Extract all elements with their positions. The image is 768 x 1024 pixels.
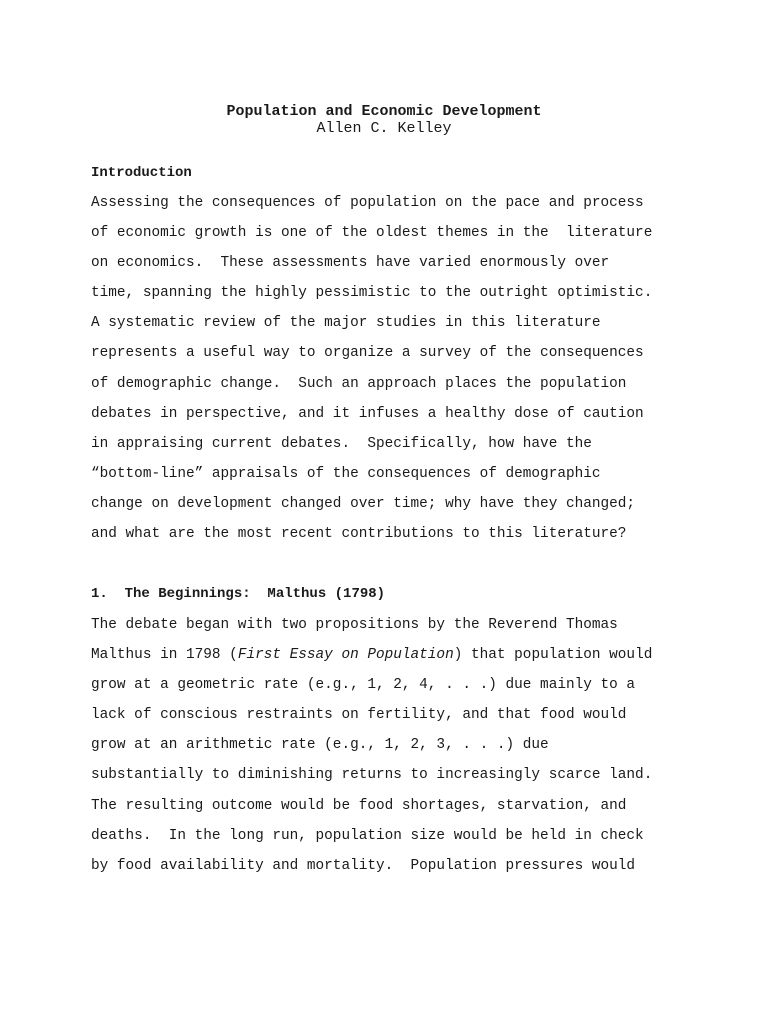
paragraph-line: The debate began with two propositions by the Reverend Thomas (91, 617, 618, 633)
line-text: Malthus in 1798 ( (91, 647, 238, 664)
paragraph-line: grow at a geometric rate (e.g., 1, 2, 4, . . .) due mainly to a (91, 677, 636, 694)
section-1-heading: 1. The Beginnings: Malthus (1798) (91, 586, 386, 602)
section-1-paragraph (91, 610, 731, 881)
paragraph-line: Assessing the consequences of population on the pace and process (91, 195, 644, 211)
paragraph-line: by food availability and mortality. Population pressures would (91, 857, 636, 874)
paragraph-line: A systematic review of the major studies in this literature (91, 315, 601, 332)
paragraph-line: debates in perspective, and it infuses a healthy dose of caution (91, 405, 644, 422)
paragraph-line: lack of conscious restraints on fertility, and that food would (91, 707, 627, 724)
intro-paragraph (91, 188, 731, 549)
paragraph-line: deaths. In the long run, population size would be held in check (91, 827, 644, 844)
paragraph-line: of economic growth is one of the oldest themes in the literature (91, 225, 653, 242)
document-title: Population and Economic Development (226, 103, 542, 120)
intro-heading: Introduction (91, 165, 192, 181)
paragraph-line: in appraising current debates. Specifically, how have the (91, 435, 592, 452)
paragraph-line: time, spanning the highly pessimistic to the outright optimistic. (91, 285, 653, 302)
paragraph-line: on economics. These assessments have varied enormously over (91, 255, 610, 272)
paragraph-line (91, 640, 731, 670)
paragraph-line: substantially to diminishing returns to increasingly scarce land. (91, 767, 653, 784)
paragraph-line: The resulting outcome would be food shortages, starvation, and (91, 797, 627, 814)
paragraph-line: of demographic change. Such an approach places the population (91, 375, 627, 392)
paragraph-line: represents a useful way to organize a survey of the consequences (91, 345, 644, 362)
italic-book-title: First Essay on Population (237, 647, 454, 664)
paragraph-line: and what are the most recent contributions to this literature? (91, 526, 627, 543)
paragraph-line: “bottom-line” appraisals of the consequences of demographic (91, 465, 601, 482)
paragraph-line: grow at an arithmetic rate (e.g., 1, 2, 3, . . .) due (91, 737, 549, 754)
document-author: Allen C. Kelley (316, 120, 452, 137)
title-block (0, 102, 768, 136)
paragraph-line: change on development changed over time; why have they changed; (91, 495, 636, 512)
line-text: ) that population would (453, 647, 653, 664)
